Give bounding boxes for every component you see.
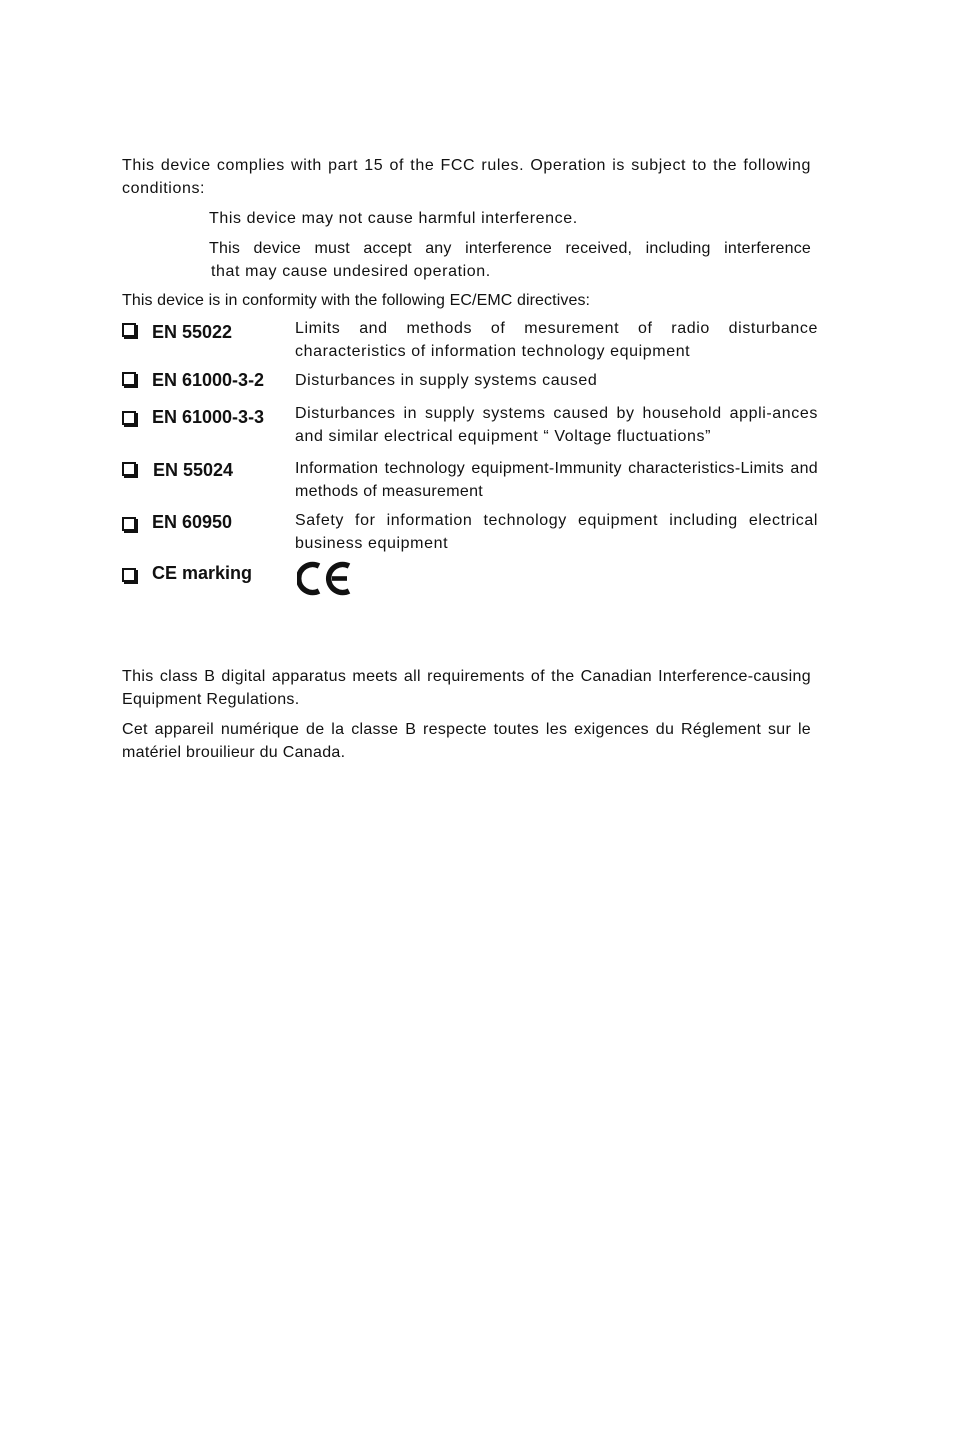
standard-row-en-55024 xyxy=(122,457,818,505)
checkbox-icon xyxy=(122,462,136,476)
fcc-condition-2-line-2: that may cause undesired operation. xyxy=(211,263,491,280)
standard-code: EN 61000-3-3 xyxy=(152,407,265,427)
standard-code: EN 55022 xyxy=(152,322,233,342)
standard-description: Disturbances in supply systems caused xyxy=(295,372,598,389)
fcc-condition-2-line-1: This device must accept any interference received, including interference xyxy=(209,240,811,257)
standard-description: Disturbances in supply systems caused by household appli-ances and similar electrical equipment “ Voltage fluctuations” xyxy=(295,405,818,445)
ec-intro: This device is in conformity with the following EC/EMC directives: xyxy=(122,292,591,309)
standard-row-ce-marking xyxy=(122,562,818,602)
standard-code: EN 55024 xyxy=(153,460,234,480)
standard-row-en-55022 xyxy=(122,317,818,365)
checkbox-icon xyxy=(122,372,136,386)
standard-description: Limits and methods of mesurement of radio disturbance characteristics of information technology equipment xyxy=(295,320,818,360)
fcc-condition-1: This device may not cause harmful interference. xyxy=(209,210,578,227)
standard-description: Information technology equipment-Immunity characteristics-Limits and methods of measurement xyxy=(295,460,818,500)
checkbox-icon xyxy=(122,411,136,425)
checkbox-icon xyxy=(122,323,136,337)
checkbox-icon xyxy=(122,568,136,582)
fcc-intro: This device complies with part 15 of the FCC rules. Operation is subject to the following conditions: xyxy=(122,157,811,197)
canada-french-statement: Cet appareil numérique de la classe B respecte toutes les exigences du Réglement sur le matériel brouilieur du Canada. xyxy=(122,721,811,761)
canada-english-statement: This class B digital apparatus meets all requirements of the Canadian Interference-causing Equipment Regulations. xyxy=(122,668,811,708)
standard-row-en-60950 xyxy=(122,509,818,557)
standard-code: EN 60950 xyxy=(152,512,233,532)
standard-description: Safety for information technology equipment including electrical business equipment xyxy=(295,512,818,552)
ce-mark-icon xyxy=(297,558,353,598)
standard-row-en-61000-3-3 xyxy=(122,402,818,450)
checkbox-icon xyxy=(122,517,136,531)
standard-code: EN 61000-3-2 xyxy=(152,370,265,390)
standard-code: CE marking xyxy=(152,563,253,583)
standard-row-en-61000-3-2 xyxy=(122,369,818,395)
